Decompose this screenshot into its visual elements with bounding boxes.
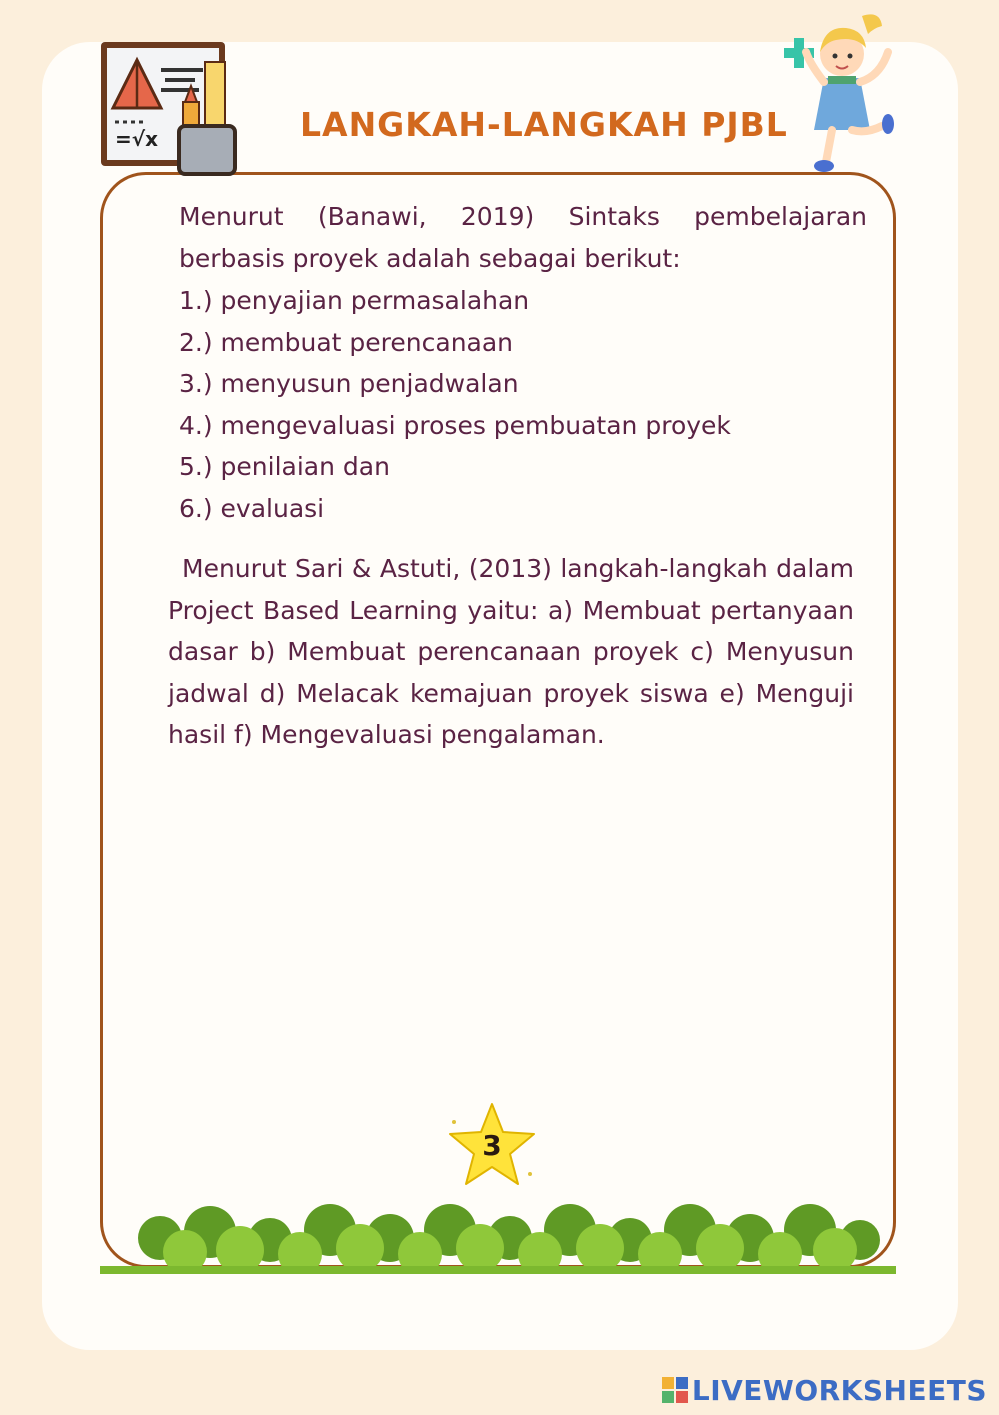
list-item: 4.) mengevaluasi proses pembuatan proyek xyxy=(179,410,731,440)
liveworksheets-logo-icon xyxy=(662,1377,688,1403)
list-item: 2.) membuat perencanaan xyxy=(179,327,514,357)
brand-name: LIVEWORKSHEETS xyxy=(691,1373,987,1407)
steps-list xyxy=(179,280,867,530)
math-board-icon xyxy=(99,40,241,178)
list-item: 3.) menyusun penjadwalan xyxy=(179,369,519,399)
svg-text:=√x: =√x xyxy=(115,127,158,151)
list-item: 5.) penilaian dan xyxy=(179,452,390,482)
footer-brand xyxy=(662,1372,987,1408)
page-title: LANGKAH-LANGKAH PJBL xyxy=(300,105,788,144)
list-item: 1.) penyajian permasalahan xyxy=(179,286,530,315)
second-paragraph: Menurut Sari & Astuti, (2013) langkah-langkah dalam Project Based Learning yaitu: a) Membuat pertanyaan dasar b) Membuat perencanaan proyek c) Menyusun jadwal d) Melacak kemajuan proyek siswa e) Menguji hasil f) Mengevaluasi pengalaman. xyxy=(168,554,854,750)
intro-paragraph: Menurut (Banawi, 2019) Sintaks pembelajaran berbasis proyek adalah sebagai berikut: xyxy=(179,202,867,273)
girl-with-plus-sign-illustration xyxy=(780,8,905,178)
list-item: 6.) evaluasi xyxy=(179,493,325,523)
page-number: 3 xyxy=(482,1129,502,1162)
bushes-decoration xyxy=(100,1196,896,1274)
